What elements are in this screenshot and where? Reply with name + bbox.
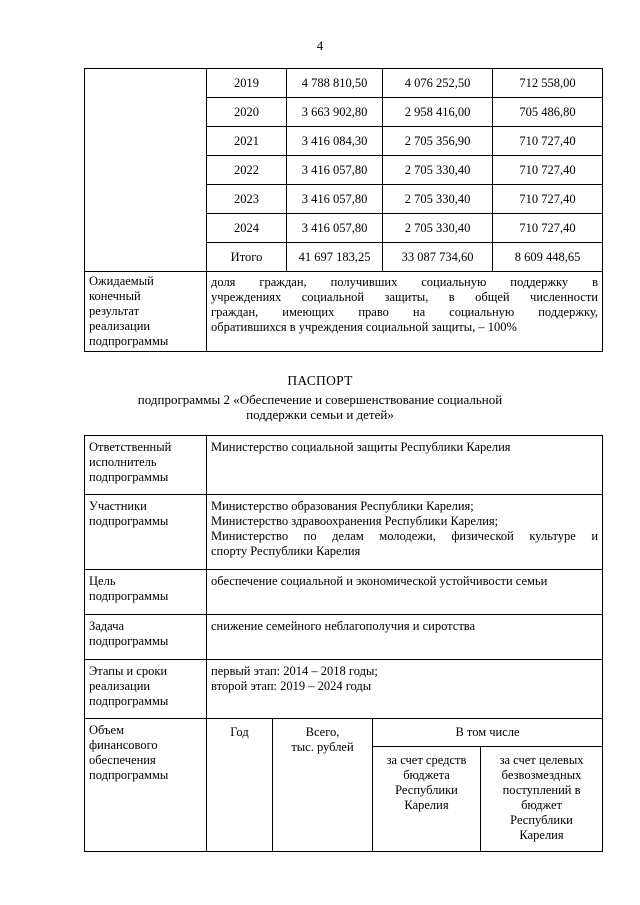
- expected-result-label: [85, 272, 207, 352]
- header-line: Карелия: [404, 798, 449, 812]
- year-cell: 2021: [207, 127, 287, 156]
- label-line: реализации: [89, 319, 151, 333]
- label-line: подпрограммы: [89, 470, 169, 484]
- budget-cell: 2 705 330,40: [383, 156, 493, 185]
- targeted-cell: 8 609 448,65: [493, 243, 603, 272]
- table-row: [85, 69, 603, 98]
- budget-cell: 2 705 330,40: [383, 214, 493, 243]
- financing-header-row: [85, 719, 603, 747]
- header-line: бюджет: [521, 798, 562, 812]
- label-line: обеспечения: [89, 753, 156, 767]
- label-line: подпрограммы: [89, 514, 169, 528]
- page-number: 4: [316, 38, 324, 53]
- header-line: Карелия: [519, 828, 564, 842]
- label-line: Задача: [89, 619, 125, 633]
- targeted-cell: 705 486,80: [493, 98, 603, 127]
- participants-label: [85, 495, 207, 570]
- total-cell: 4 788 810,50: [287, 69, 383, 98]
- header-line: за счет средств: [386, 753, 467, 767]
- table-row: [85, 570, 603, 615]
- goal-label: [85, 570, 207, 615]
- label-line: конечный: [89, 289, 141, 303]
- year-cell: Итого: [207, 243, 287, 272]
- header-line: безвозмездных: [501, 768, 582, 782]
- value-line: спорту Республики Карелия: [211, 544, 361, 558]
- total-cell: 3 416 057,80: [287, 214, 383, 243]
- expected-result-row: [85, 272, 603, 352]
- label-line: результат: [89, 304, 140, 318]
- budget-cell: 2 705 330,40: [383, 185, 493, 214]
- subtitle-line: поддержки семьи и детей»: [246, 407, 394, 422]
- value-line: Министерство по делам молодежи, физической культуре и: [211, 529, 599, 543]
- label-line: финансового: [89, 738, 158, 752]
- budget-cell: 4 076 252,50: [383, 69, 493, 98]
- participants-value: [207, 495, 603, 570]
- label-line: подпрограммы: [89, 768, 169, 782]
- table-row: [85, 615, 603, 660]
- value-line: Министерство образования Республики Карелия;: [211, 499, 474, 513]
- targeted-column-header: [481, 747, 603, 852]
- label-line: Ответственный: [89, 440, 172, 454]
- table-row: [85, 436, 603, 495]
- finance-table: [84, 68, 603, 352]
- passport-title: ПАСПОРТ: [287, 373, 353, 388]
- label-line: подпрограммы: [89, 634, 169, 648]
- targeted-cell: 710 727,40: [493, 127, 603, 156]
- passport-subtitle: [0, 392, 640, 422]
- text-line: доля граждан, получивших социальную поддержку в: [211, 275, 598, 289]
- label-line: исполнитель: [89, 455, 157, 469]
- task-value: снижение семейного неблагополучия и сиротства: [207, 615, 603, 660]
- budget-column-header: [373, 747, 481, 852]
- empty-label-cell: [85, 69, 207, 272]
- year-cell: 2023: [207, 185, 287, 214]
- label-line: Цель: [89, 574, 116, 588]
- year-cell: 2019: [207, 69, 287, 98]
- budget-cell: 33 087 734,60: [383, 243, 493, 272]
- value-line: Министерство здравоохранения Республики Карелия;: [211, 514, 499, 528]
- total-cell: 3 416 057,80: [287, 156, 383, 185]
- total-cell: 41 697 183,25: [287, 243, 383, 272]
- table-row: [85, 660, 603, 719]
- label-line: подпрограммы: [89, 589, 169, 603]
- label-line: подпрограммы: [89, 694, 169, 708]
- label-line: Этапы и сроки: [89, 664, 168, 678]
- label-line: реализации: [89, 679, 151, 693]
- goal-value: обеспечение социальной и экономической устойчивости семьи: [207, 570, 603, 615]
- total-column-header: [273, 719, 373, 852]
- label-line: Ожидаемый: [89, 274, 154, 288]
- passport-table: [84, 435, 603, 852]
- stages-value: [207, 660, 603, 719]
- total-cell: 3 663 902,80: [287, 98, 383, 127]
- header-line: за счет целевых: [499, 753, 584, 767]
- budget-cell: 2 705 356,90: [383, 127, 493, 156]
- year-cell: 2024: [207, 214, 287, 243]
- text-line: обратившихся в учреждения социальной защиты, – 100%: [211, 320, 517, 334]
- table-row: [85, 495, 603, 570]
- value-line: второй этап: 2019 – 2024 годы: [211, 679, 372, 693]
- text-line: граждан, имеющих право на социальную поддержку,: [211, 305, 598, 319]
- year-cell: 2020: [207, 98, 287, 127]
- header-line: бюджета: [403, 768, 450, 782]
- year-cell: 2022: [207, 156, 287, 185]
- task-label: [85, 615, 207, 660]
- targeted-cell: 710 727,40: [493, 156, 603, 185]
- executor-value: Министерство социальной защиты Республики Карелия: [207, 436, 603, 495]
- including-column-header: В том числе: [373, 719, 603, 747]
- budget-cell: 2 958 416,00: [383, 98, 493, 127]
- targeted-cell: 710 727,40: [493, 214, 603, 243]
- label-line: подпрограммы: [89, 334, 169, 348]
- subtitle-line: подпрограммы 2 «Обеспечение и совершенствование социальной: [137, 392, 503, 407]
- value-line: первый этап: 2014 – 2018 годы;: [211, 664, 378, 678]
- stages-label: [85, 660, 207, 719]
- targeted-cell: 712 558,00: [493, 69, 603, 98]
- header-line: Республики: [510, 813, 573, 827]
- header-line: тыс. рублей: [291, 740, 354, 754]
- targeted-cell: 710 727,40: [493, 185, 603, 214]
- financing-label: [85, 719, 207, 852]
- header-line: Всего,: [305, 725, 340, 739]
- year-column-header: Год: [207, 719, 273, 852]
- total-cell: 3 416 057,80: [287, 185, 383, 214]
- label-line: Участники: [89, 499, 147, 513]
- total-cell: 3 416 084,30: [287, 127, 383, 156]
- header-line: поступлений в: [502, 783, 581, 797]
- executor-label: [85, 436, 207, 495]
- header-line: Республики: [395, 783, 458, 797]
- text-line: учреждениях социальной защиты, в общей численности: [211, 290, 598, 304]
- label-line: Объем: [89, 723, 124, 737]
- expected-result-text: [207, 272, 603, 352]
